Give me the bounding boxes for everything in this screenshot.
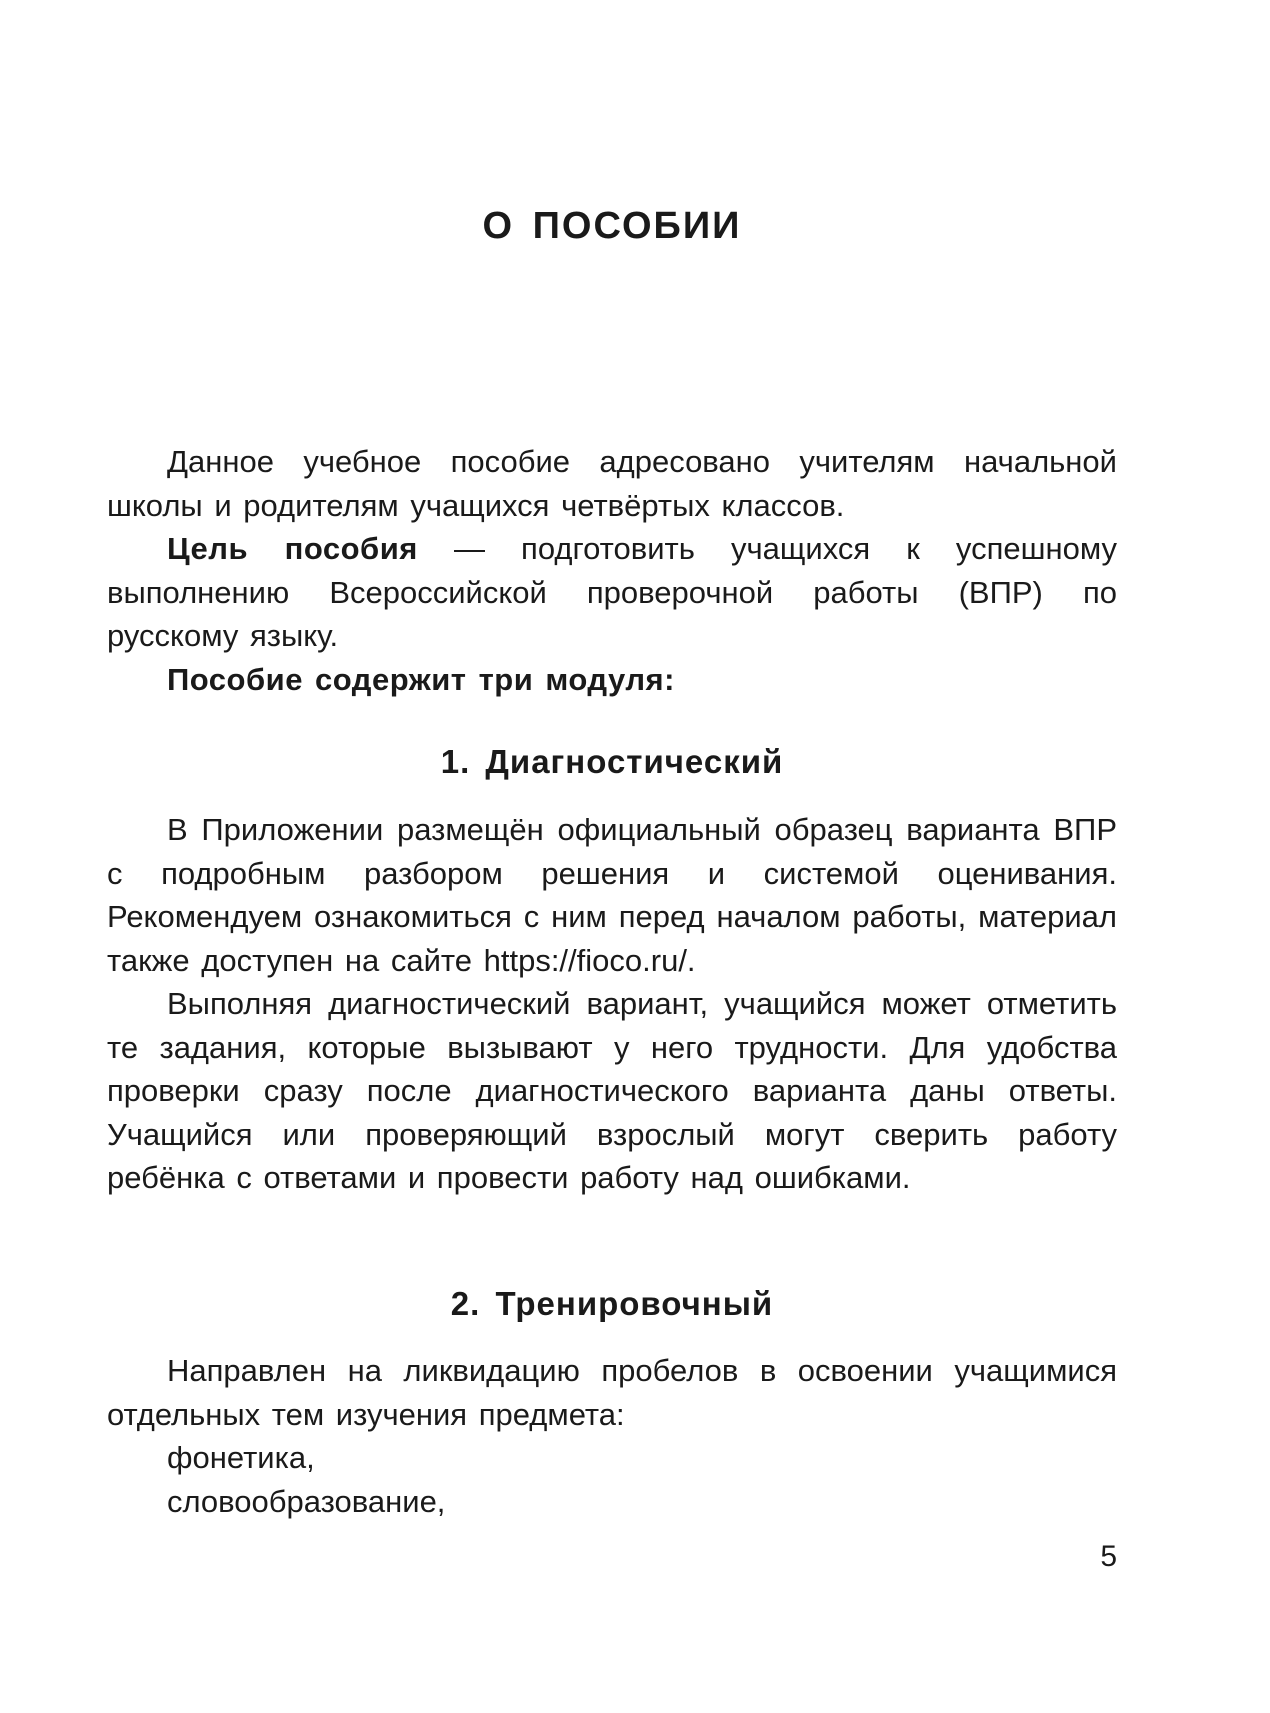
- goal-label: Цель пособия: [167, 531, 418, 566]
- module2-paragraph-1: Направлен на ликвидацию пробелов в освоении учащимися отдельных тем изучения предмета:: [107, 1353, 1117, 1432]
- page-number: 5: [1100, 1540, 1117, 1573]
- intro-section: [107, 440, 1117, 701]
- intro-paragraph: Данное учебное пособие адресовано учителям начальной школы и родителям учащихся четвёртых классов.: [107, 444, 1117, 523]
- goal-text: — подготовить учащихся к успешному выполнению Всероссийской проверочной работы (ВПР) по русскому языку.: [107, 531, 1117, 653]
- goal-paragraph: [107, 527, 1117, 658]
- list-item: фонетика,: [167, 1440, 315, 1475]
- list-item: словообразование,: [167, 1483, 446, 1519]
- page-title: О ПОСОБИИ: [482, 205, 742, 247]
- module1-section: [107, 808, 1117, 1200]
- contains-paragraph: [107, 658, 1117, 702]
- module2-section: [107, 1349, 1117, 1523]
- module2-heading: 2. Тренировочный: [450, 1285, 774, 1322]
- module1-paragraph-1: В Приложении размещён официальный образец варианта ВПР с подробным разбором решения и системой оценивания. Рекомендуем ознакомиться с ним перед началом работы, материал также доступен на сайте https://fioco.ru/.: [107, 812, 1117, 978]
- contains-label: Пособие содержит три модуля:: [167, 661, 675, 697]
- document-page: [107, 0, 1117, 1713]
- module1-heading: 1. Диагностический: [440, 743, 784, 780]
- module1-paragraph-2: Выполняя диагностический вариант, учащийся может отметить те задания, которые вызывают у него трудности. Для удобства проверки сразу после диагностического варианта даны ответы. Учащийся или проверяющий взрослый могут сверить работу ребёнка с ответами и провести работу над ошибками.: [107, 986, 1117, 1195]
